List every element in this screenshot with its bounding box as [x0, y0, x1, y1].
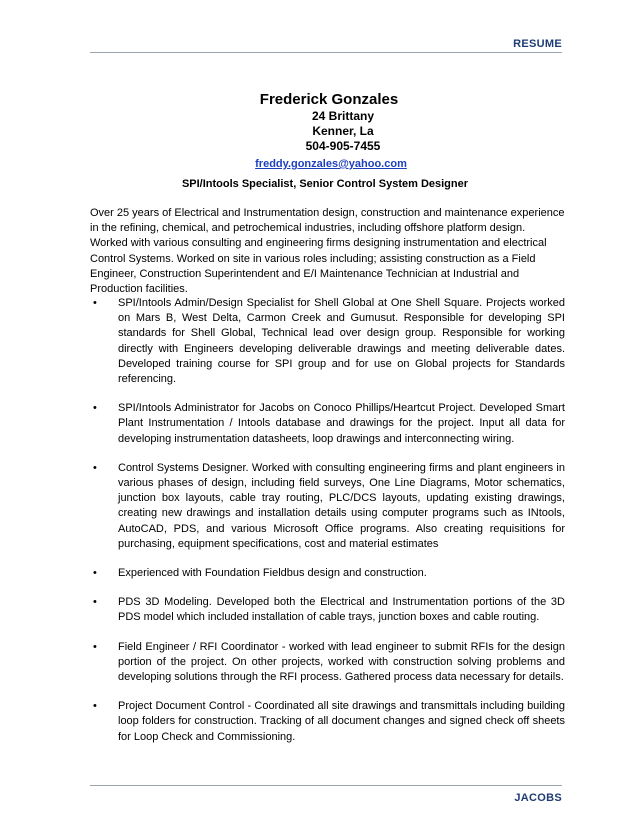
experience-list [90, 296, 565, 759]
footer-divider [90, 785, 562, 786]
list-item-text: Experienced with Foundation Fieldbus design and construction. [118, 567, 427, 580]
professional-title: SPI/Intools Specialist, Senior Control System Designer [181, 178, 469, 190]
list-item-text: Project Document Control - Coordinated all site drawings and transmittals including building loop folders for construction. Tracking of all document changes and signed check off sheets for Loop Check and Commissioning. [118, 700, 565, 743]
bullet-icon: • [93, 297, 97, 309]
summary-paragraph: Over 25 years of Electrical and Instrumentation design, construction and maintenance experience in the refining, chemical, and petrochemical industries, including offshore platform design. Worked with various consulting and engineering firms designing instrumentation and electrical Control Systems. Worked on site in various roles including; assisting construction as a Field Engineer, Construction Superintendent and E/I Maintenance Technician at Industrial and Production facilities. [90, 207, 565, 296]
list-item [90, 699, 565, 745]
bullet-icon: • [93, 596, 97, 609]
bullet-icon: • [93, 402, 97, 415]
list-item-text: Control Systems Designer. Worked with consulting engineering firms and plant engineers in various phases of design, including field surveys, One Line Diagrams, Motor schematics, junction box layouts, cable tray routing, PLC/DCS layouts, updating existing drawings, creating new drawings and installation details using computer programs such as INtools, AutoCAD, PDS, and various Microsoft Office programs. Also creating requisitions for purchasing, equipment specifications, cost and material estimates [118, 461, 565, 550]
list-item [90, 461, 565, 552]
bullet-icon: • [93, 461, 97, 474]
address-line-1: 24 Brittany [311, 109, 375, 123]
candidate-name: Frederick Gonzales [259, 91, 399, 108]
address-line-2: Kenner, La [312, 124, 374, 138]
list-item [90, 401, 565, 447]
header-label: RESUME [513, 38, 562, 50]
header-divider [90, 52, 562, 53]
list-item-text: PDS 3D Modeling. Developed both the Electrical and Instrumentation portions of the 3D PDS model which included installation of cable trays, junction boxes and cable routing. [118, 596, 565, 624]
footer-label: JACOBS [514, 792, 562, 804]
list-item-text: Field Engineer / RFI Coordinator - worked with lead engineer to submit RFIs for the design portion of the project. On other projects, worked with construction solving problems and developing solutions through the RFI process. Gathered process data necessary for details. [118, 640, 565, 684]
bullet-icon: • [93, 700, 97, 713]
bullet-icon: • [93, 640, 97, 653]
list-item-text: SPI/Intools Admin/Design Specialist for Shell Global at One Shell Square. Projects worked on Mars B, West Delta, Carmon Creek and Gumusut. Responsible for developing SPI standards for Shell Global, Technical lead over design group. Responsible for working directly with Engineers developing deliverable drawings and meeting deliverable dates. Developed training course for SPI group and for use on Global projects for Standards referencing. [118, 297, 565, 386]
list-item-text: SPI/Intools Administrator for Jacobs on Conoco Phillips/Heartcut Project. Developed Smart Plant Instrumentation / Intools database and drawings for the project. Input all data for developing instrumentation datasheets, loop drawings and interconnecting wiring. [118, 402, 565, 445]
list-item [90, 595, 565, 625]
list-item [90, 566, 565, 581]
email-link[interactable]: freddy.gonzales@yahoo.com [255, 158, 407, 170]
list-item [90, 296, 565, 387]
phone-number: 504-905-7455 [305, 139, 381, 153]
bullet-icon: • [93, 567, 97, 580]
list-item [90, 640, 565, 686]
contact-block [0, 90, 638, 172]
